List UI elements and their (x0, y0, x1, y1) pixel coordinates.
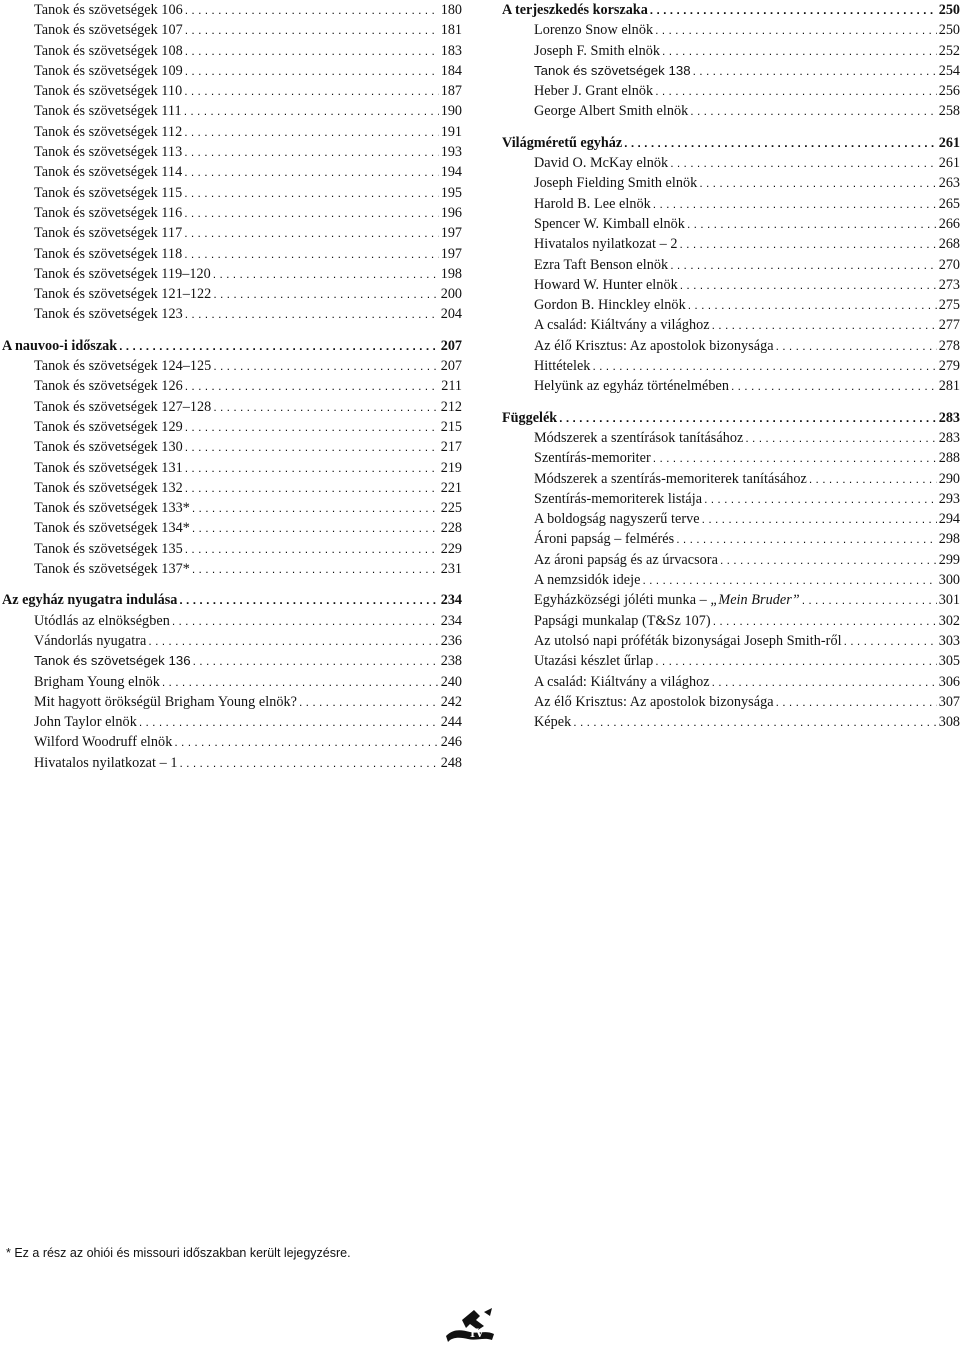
toc-entry[interactable] (0, 162, 462, 182)
toc-entry[interactable] (500, 376, 960, 396)
toc-entry[interactable] (0, 753, 462, 773)
toc-entry-page: 258 (938, 103, 960, 120)
toc-entry-title: Tanok és szövetségek 112 (34, 123, 183, 140)
toc-entry-title: Az élő Krisztus: Az apostolok bizonysága (534, 693, 774, 710)
toc-entry-page: 229 (440, 540, 462, 557)
dot-leader (139, 712, 439, 732)
toc-entry[interactable] (0, 498, 462, 518)
toc-entry[interactable] (500, 295, 960, 315)
dot-leader (690, 101, 936, 121)
dot-leader (680, 234, 937, 254)
toc-section-heading[interactable] (500, 133, 960, 153)
section-page: 207 (440, 337, 462, 354)
section-title: A nauvoo-i időszak (2, 337, 118, 354)
dot-leader (184, 142, 439, 162)
toc-entry[interactable] (0, 651, 462, 671)
toc-entry[interactable] (0, 20, 462, 40)
toc-section-heading[interactable] (500, 408, 960, 428)
toc-entry[interactable] (0, 478, 462, 498)
toc-entry-page: 252 (938, 42, 960, 59)
toc-entry-title: Gordon B. Hinckley elnök (534, 297, 686, 314)
toc-entry[interactable] (500, 336, 960, 356)
toc-entry-page: 195 (440, 184, 462, 201)
dot-leader (213, 356, 438, 376)
section-spacer (500, 122, 960, 133)
toc-entry-title: Tanok és szövetségek 116 (34, 204, 183, 221)
dot-leader (687, 214, 937, 234)
dot-leader (184, 203, 439, 223)
toc-entry-title: Szentírás-memoriter (534, 450, 651, 467)
toc-entry-title: Utazási készlet űrlap (534, 653, 654, 670)
toc-entry-title: Tanok és szövetségek 129 (34, 418, 183, 435)
toc-entry-title: Tanok és szövetségek 124–125 (34, 358, 212, 375)
dot-leader (699, 173, 936, 193)
dot-leader (776, 336, 937, 356)
toc-entry[interactable] (0, 244, 462, 264)
toc-entry-page: 215 (440, 418, 462, 435)
toc-entry[interactable] (500, 529, 960, 549)
dot-leader (185, 478, 439, 498)
dot-leader (670, 255, 937, 275)
dot-leader (184, 122, 439, 142)
toc-entry-title: Tanok és szövetségek 108 (34, 42, 183, 59)
toc-entry-title: Joseph Fielding Smith elnök (534, 175, 698, 192)
toc-section-heading[interactable] (500, 0, 960, 20)
dot-leader (299, 692, 439, 712)
toc-entry[interactable] (500, 101, 960, 121)
toc-entry-title: Howard W. Hunter elnök (534, 276, 678, 293)
toc-entry-page: 307 (938, 693, 960, 710)
dot-leader (720, 550, 937, 570)
toc-entry-page: 250 (938, 22, 960, 39)
toc-entry-page: 219 (440, 459, 462, 476)
toc-entry-page: 270 (938, 256, 960, 273)
section-title: A terjeszkedés korszaka (502, 2, 648, 18)
toc-entry-page: 278 (938, 337, 960, 354)
dot-leader (653, 194, 937, 214)
dot-leader (179, 590, 438, 610)
toc-entry[interactable] (0, 61, 462, 81)
toc-left-sections (0, 325, 462, 773)
dot-leader (180, 753, 439, 773)
dot-leader (192, 518, 439, 538)
toc-entry-title: Wilford Woodruff elnök (34, 734, 173, 751)
dot-leader (676, 529, 936, 549)
dot-leader (193, 651, 439, 671)
dot-leader (642, 570, 936, 590)
dot-leader (172, 611, 439, 631)
toc-entry-page: 248 (440, 754, 462, 771)
toc-entry-title: Tanok és szövetségek 136 (34, 653, 191, 669)
toc-entry-page: 303 (938, 632, 960, 649)
toc-entry-page: 302 (938, 612, 960, 629)
toc-entry-title: Tanok és szövetségek 130 (34, 439, 183, 456)
toc-entry[interactable] (0, 203, 462, 223)
toc-entry-title: Tanok és szövetségek 113 (34, 144, 183, 161)
toc-entry[interactable] (0, 712, 462, 732)
toc-entry-page: 246 (440, 734, 462, 751)
dot-leader (704, 489, 937, 509)
toc-entry-page: 231 (440, 561, 462, 578)
dot-leader (148, 631, 438, 651)
toc-entry-title: Tanok és szövetségek 134* (34, 520, 190, 537)
section-title: Függelék (502, 409, 558, 426)
toc-entry[interactable] (500, 692, 960, 712)
toc-top-entries (0, 0, 462, 325)
toc-entry[interactable] (500, 489, 960, 509)
section-title: Világméretű egyház (502, 134, 623, 151)
toc-right-column (500, 0, 960, 732)
toc-entry-title: Tanok és szövetségek 111 (34, 103, 182, 120)
toc-entry[interactable] (500, 448, 960, 468)
section-title: Az egyház nyugatra indulása (2, 592, 178, 609)
dot-leader (624, 133, 937, 153)
toc-entry-page: 198 (440, 265, 462, 282)
toc-entry-page: 263 (938, 175, 960, 192)
toc-entry-page: 238 (440, 653, 462, 670)
toc-entry-title: Az élő Krisztus: Az apostolok bizonysága (534, 337, 774, 354)
dot-leader (185, 20, 439, 40)
toc-entry-title: Ezra Taft Benson elnök (534, 256, 669, 273)
toc-entry-title: Helyünk az egyház történelmében (534, 378, 729, 395)
dot-leader (712, 315, 937, 335)
dot-leader (655, 20, 937, 40)
dot-leader (662, 41, 937, 61)
toc-entry-page: 300 (938, 572, 960, 589)
toc-entry-page: 187 (440, 83, 462, 100)
toc-entry-page: 228 (440, 520, 462, 537)
dot-leader (213, 264, 439, 284)
toc-entry-page: 266 (938, 215, 960, 232)
toc-entry[interactable] (500, 651, 960, 671)
toc-entry-title: Tanok és szövetségek 123 (34, 306, 183, 323)
dot-leader (185, 458, 439, 478)
toc-entry-page: 207 (440, 358, 462, 375)
toc-entry[interactable] (0, 81, 462, 101)
toc-entry-page: 293 (938, 490, 960, 507)
toc-entry-title: Hivatalos nyilatkozat – 1 (34, 754, 178, 771)
toc-entry-title: A család: Kiáltvány a világhoz (534, 317, 710, 334)
dot-leader (184, 183, 439, 203)
toc-entry[interactable] (0, 672, 462, 692)
toc-entry[interactable] (0, 631, 462, 651)
toc-entry[interactable] (500, 550, 960, 570)
toc-entry-title: Az ároni papság és az úrvacsora (534, 551, 718, 568)
toc-entry[interactable] (500, 20, 960, 40)
dot-leader (653, 448, 937, 468)
toc-entry-title: Tanok és szövetségek 117 (34, 225, 183, 242)
dot-leader (712, 672, 937, 692)
toc-entry[interactable] (0, 437, 462, 457)
toc-entry-page: 200 (440, 286, 462, 303)
dot-leader (213, 284, 438, 304)
toc-entry-title: Harold B. Lee elnök (534, 195, 651, 212)
toc-entry[interactable] (0, 539, 462, 559)
toc-entry-page: 277 (938, 317, 960, 334)
dot-leader (802, 590, 937, 610)
toc-entry-page: 275 (938, 297, 960, 314)
toc-entry-title: Egyházközségi jóléti munka – „Mein Bruder” (534, 592, 800, 609)
toc-entry[interactable] (500, 469, 960, 489)
toc-entry[interactable] (0, 183, 462, 203)
dot-leader (713, 611, 937, 631)
toc-entry-title: Az utolsó napi próféták bizonyságai Joseph Smith-ről (534, 632, 842, 649)
toc-section-heading[interactable] (0, 590, 462, 610)
toc-entry-page: 197 (440, 225, 462, 242)
toc-entry-title: Tanok és szövetségek 106 (34, 2, 183, 18)
dot-leader (184, 223, 439, 243)
toc-left-column (0, 0, 462, 773)
toc-entry[interactable] (500, 81, 960, 101)
toc-entry[interactable] (0, 559, 462, 579)
toc-entry-title: Papsági munkalap (T&Sz 107) (534, 612, 711, 629)
toc-entry-title: Tanok és szövetségek 132 (34, 479, 183, 496)
toc-entry-title: Tanok és szövetségek 133* (34, 500, 190, 517)
toc-entry[interactable] (500, 356, 960, 376)
toc-right-sections (500, 0, 960, 732)
dot-leader (162, 672, 439, 692)
toc-entry-page: 279 (938, 358, 960, 375)
dot-leader (185, 0, 439, 20)
toc-entry-title: Mit hagyott örökségül Brigham Young elnök? (34, 693, 297, 710)
section-page: 283 (938, 409, 960, 426)
toc-entry-page: 193 (440, 144, 462, 161)
toc-entry[interactable] (500, 153, 960, 173)
dot-leader (119, 336, 439, 356)
toc-entry-page: 221 (440, 479, 462, 496)
toc-entry[interactable] (0, 356, 462, 376)
toc-entry-page: 236 (440, 632, 462, 649)
toc-entry-page: 299 (938, 551, 960, 568)
toc-entry-page: 290 (938, 470, 960, 487)
toc-entry-title: Joseph F. Smith elnök (534, 42, 661, 59)
dot-leader (185, 417, 439, 437)
dot-leader (185, 41, 439, 61)
toc-entry-title: Tanok és szövetségek 137* (34, 561, 190, 578)
toc-entry[interactable] (500, 41, 960, 61)
toc-entry-title: Vándorlás nyugatra (34, 632, 147, 649)
toc-entry[interactable] (500, 570, 960, 590)
toc-entry[interactable] (500, 631, 960, 651)
dot-leader (184, 81, 439, 101)
toc-entry-page: 305 (938, 653, 960, 670)
dot-leader (185, 61, 439, 81)
dot-leader (185, 376, 439, 396)
toc-entry-page: 298 (938, 531, 960, 548)
footnote: * Ez a rész az ohiói és missouri időszakban került lejegyzésre. (6, 1246, 351, 1260)
toc-entry-title: Hivatalos nyilatkozat – 2 (534, 236, 678, 253)
toc-entry-title: Módszerek a szentírás-memoriterek tanításához (534, 470, 807, 487)
section-page: 234 (440, 592, 462, 609)
section-page: 261 (938, 134, 960, 151)
toc-entry-page: 240 (440, 673, 462, 690)
toc-entry[interactable] (500, 672, 960, 692)
dot-leader (702, 509, 937, 529)
toc-entry-title: Tanok és szövetségek 115 (34, 184, 183, 201)
toc-entry[interactable] (0, 101, 462, 121)
dot-leader (184, 101, 439, 121)
toc-entry[interactable] (0, 692, 462, 712)
toc-entry[interactable] (500, 712, 960, 732)
toc-entry-title: Tanok és szövetségek 138 (534, 62, 691, 78)
toc-entry-page: 184 (440, 62, 462, 79)
toc-entry-page: 204 (440, 306, 462, 323)
toc-entry-page: 301 (938, 592, 960, 609)
toc-entry-title: Tanok és szövetségek 109 (34, 62, 183, 79)
toc-entry-title: Heber J. Grant elnök (534, 83, 654, 100)
toc-entry-page: 180 (440, 2, 462, 18)
toc-entry-title: Ároni papság – felmérés (534, 531, 675, 548)
toc-entry-page: 211 (441, 378, 462, 395)
toc-entry[interactable] (500, 234, 960, 254)
toc-entry-title: Lorenzo Snow elnök (534, 22, 654, 39)
toc-entry-page: 242 (440, 693, 462, 710)
toc-entry-page: 190 (440, 103, 462, 120)
toc-entry-page: 183 (440, 42, 462, 59)
dot-leader (185, 304, 439, 324)
toc-entry-page: 294 (938, 511, 960, 528)
toc-entry-page: 244 (440, 714, 462, 731)
toc-entry-title: Tanok és szövetségek 131 (34, 459, 183, 476)
toc-entry-title: David O. McKay elnök (534, 155, 669, 172)
toc-entry-page: 217 (440, 439, 462, 456)
toc-entry-title: Képek (534, 714, 572, 731)
toc-entry[interactable] (0, 518, 462, 538)
toc-entry-page: 306 (938, 673, 960, 690)
toc-entry-title: Tanok és szövetségek 127–128 (34, 398, 212, 415)
toc-entry[interactable] (0, 611, 462, 631)
toc-entry-page: 308 (938, 714, 960, 731)
toc-entry-page: 254 (938, 62, 960, 79)
dot-leader (688, 295, 937, 315)
dot-leader (776, 692, 937, 712)
dot-leader (185, 539, 439, 559)
toc-entry[interactable] (0, 284, 462, 304)
dot-leader (559, 408, 937, 428)
toc-entry[interactable] (500, 611, 960, 631)
toc-entry-title: Tanok és szövetségek 119–120 (34, 265, 211, 282)
toc-entry-page: 197 (440, 245, 462, 262)
dot-leader (745, 428, 936, 448)
toc-entry[interactable] (500, 255, 960, 275)
toc-entry-title: Hittételek (534, 358, 591, 375)
toc-entry-title: Spencer W. Kimball elnök (534, 215, 685, 232)
dot-leader (731, 376, 937, 396)
toc-entry-title: Szentírás-memoriterek listája (534, 490, 703, 507)
toc-entry-title: Tanok és szövetségek 110 (34, 83, 183, 100)
toc-entry[interactable] (0, 417, 462, 437)
dot-leader (655, 81, 937, 101)
toc-entry-title: George Albert Smith elnök (534, 103, 689, 120)
toc-section-heading[interactable] (0, 336, 462, 356)
toc-entry-title: Utódlás az elnökségben (34, 612, 170, 629)
toc-entry-title: Tanok és szövetségek 118 (34, 245, 183, 262)
dot-leader (844, 631, 937, 651)
toc-entry[interactable] (0, 0, 462, 20)
dot-leader (185, 437, 439, 457)
dot-leader (650, 0, 937, 20)
toc-entry-page: 273 (938, 276, 960, 293)
toc-entry[interactable] (0, 732, 462, 752)
dot-leader (192, 559, 439, 579)
dot-leader (213, 397, 438, 417)
toc-entry[interactable] (500, 590, 960, 610)
toc-entry[interactable] (500, 315, 960, 335)
dot-leader (174, 732, 438, 752)
toc-entry[interactable] (0, 397, 462, 417)
toc-entry-title: Tanok és szövetségek 126 (34, 378, 183, 395)
toc-entry-title: Módszerek a szentírások tanításához (534, 429, 744, 446)
toc-entry[interactable] (0, 142, 462, 162)
section-spacer (0, 325, 462, 336)
dot-leader (809, 469, 937, 489)
toc-entry-page: 288 (938, 450, 960, 467)
toc-entry-page: 181 (440, 22, 462, 39)
toc-entry[interactable] (0, 264, 462, 284)
toc-entry-page: 196 (440, 204, 462, 221)
dot-leader (573, 712, 936, 732)
section-page: 250 (938, 2, 960, 18)
toc-entry-page: 191 (440, 123, 462, 140)
toc-entry[interactable] (500, 61, 960, 81)
toc-entry-title: A nemzsidók ideje (534, 572, 641, 589)
toc-entry[interactable] (500, 194, 960, 214)
toc-entry[interactable] (0, 122, 462, 142)
toc-entry-page: 194 (440, 164, 462, 181)
toc-entry[interactable] (0, 223, 462, 243)
dot-leader (680, 275, 937, 295)
toc-entry-title: Brigham Young elnök (34, 673, 160, 690)
dot-leader (184, 162, 439, 182)
toc-entry-page: 265 (938, 195, 960, 212)
toc-entry-page: 234 (440, 612, 462, 629)
toc-entry[interactable] (500, 428, 960, 448)
toc-entry-page: 268 (938, 236, 960, 253)
toc-entry[interactable] (0, 41, 462, 61)
toc-entry[interactable] (500, 214, 960, 234)
toc-entry-page: 283 (938, 429, 960, 446)
toc-entry[interactable] (500, 173, 960, 193)
toc-entry[interactable] (500, 275, 960, 295)
toc-entry[interactable] (0, 376, 462, 396)
toc-entry-title: Tanok és szövetségek 107 (34, 22, 183, 39)
toc-entry-page: 261 (938, 155, 960, 172)
toc-entry[interactable] (0, 304, 462, 324)
page-number: IV (470, 1325, 485, 1340)
toc-entry-page: 212 (440, 398, 462, 415)
dot-leader (192, 498, 439, 518)
dot-leader (592, 356, 936, 376)
toc-entry[interactable] (500, 509, 960, 529)
toc-entry-title: John Taylor elnök (34, 714, 137, 731)
section-spacer (0, 579, 462, 590)
toc-entry-page: 281 (938, 378, 960, 395)
dot-leader (693, 61, 937, 81)
toc-entry-title: Tanok és szövetségek 121–122 (34, 286, 212, 303)
dot-leader (670, 153, 937, 173)
toc-entry-title: Tanok és szövetségek 135 (34, 540, 183, 557)
toc-entry-title: A család: Kiáltvány a világhoz (534, 673, 710, 690)
toc-entry-title: Tanok és szövetségek 114 (34, 164, 183, 181)
toc-entry-page: 256 (938, 83, 960, 100)
toc-entry-page: 225 (440, 500, 462, 517)
dot-leader (184, 244, 439, 264)
toc-entry-title: A boldogság nagyszerű terve (534, 511, 700, 528)
toc-entry[interactable] (0, 458, 462, 478)
dot-leader (655, 651, 936, 671)
section-spacer (500, 397, 960, 408)
